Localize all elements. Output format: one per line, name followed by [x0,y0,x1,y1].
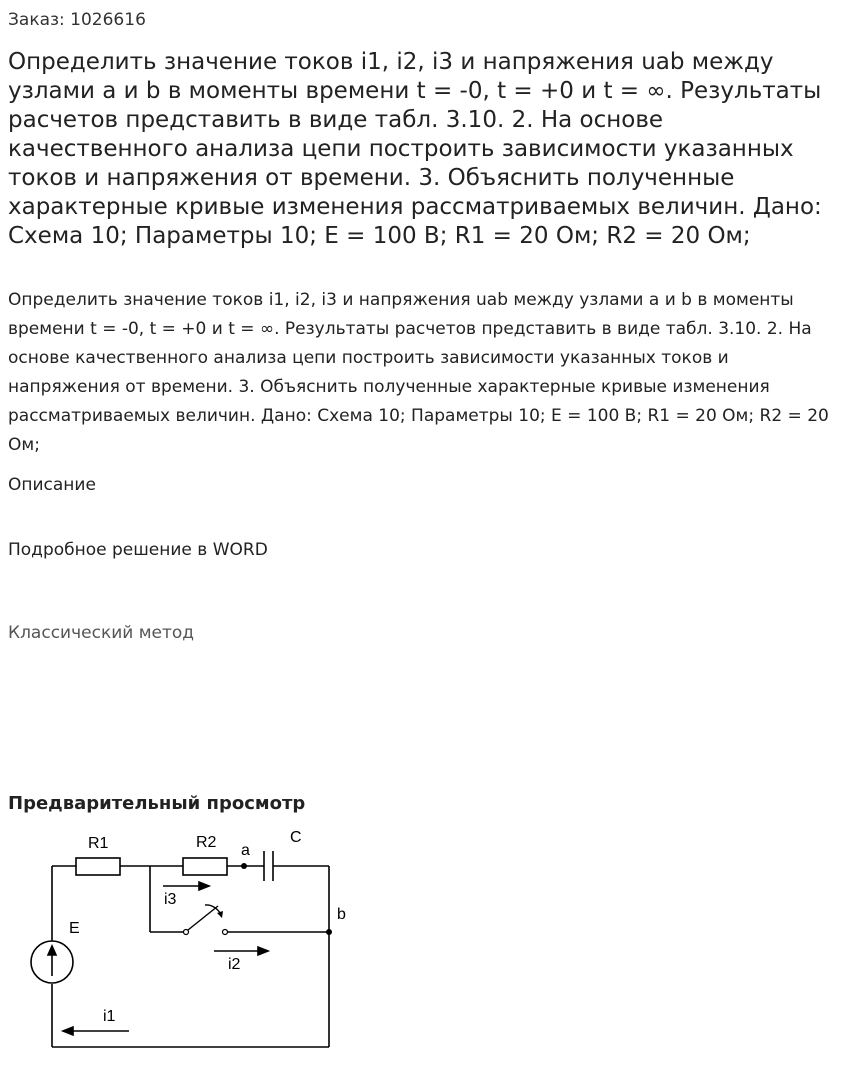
source-arrow-head [48,946,56,955]
label-i1: i1 [103,1008,116,1025]
arrow-i1-head [63,1027,73,1035]
label-b: b [337,906,346,923]
label-c: C [290,829,302,846]
label-e: E [69,920,80,937]
label-a: a [241,842,250,859]
switch [184,930,228,935]
description-heading: Описание [8,475,96,495]
switch-blade [188,906,218,930]
resistor-r2 [183,858,227,875]
switch-contact-right [223,930,228,935]
solution-note: Подробное решение в WORD [8,540,268,560]
resistor-r1 [76,858,120,875]
arrow-i3-head [199,882,209,890]
node-a [241,863,247,869]
task-title: Определить значение токов i1, i2, i3 и напряжения uab между узлами a и b в моменты времени t = -0, t = +0 и t = ∞. Результаты расчетов представить в виде табл. 3.10. 2. На основе качественного анализа цепи построить зависимости указанных токов и напряжения от времени. 3. Объяснить полученные характерные кривые изменения рассматриваемых величин. Дано: Схема 10; Параметры 10; E = 100 В; R1 = 20 Ом; R2 = 20 Ом; [8,49,822,249]
preview-heading: Предварительный просмотр [8,793,306,814]
switch-contact-left [184,930,189,935]
label-i3: i3 [164,891,177,908]
arrow-i2-head [258,947,268,955]
circuit-diagram [20,820,360,1060]
node-b [326,929,332,935]
label-r1: R1 [88,835,109,852]
label-i2: i2 [228,956,241,973]
switch-arc-head [217,911,223,918]
task-description: Определить значение токов i1, i2, i3 и напряжения uab между узлами a и b в моменты времени t = -0, t = +0 и t = ∞. Результаты расчетов представить в виде табл. 3.10. 2. На основе качественного анализа цепи построить зависимости указанных токов и напряжения от времени. 3. Объяснить полученные характерные кривые изменения рассматриваемых величин. Дано: Схема 10; Параметры 10; E = 100 В; R1 = 20 Ом; R2 = 20 Ом; [8,290,829,455]
method-note: Классический метод [8,623,195,643]
order-number: Заказ: 1026616 [8,10,146,30]
label-r2: R2 [196,834,217,851]
